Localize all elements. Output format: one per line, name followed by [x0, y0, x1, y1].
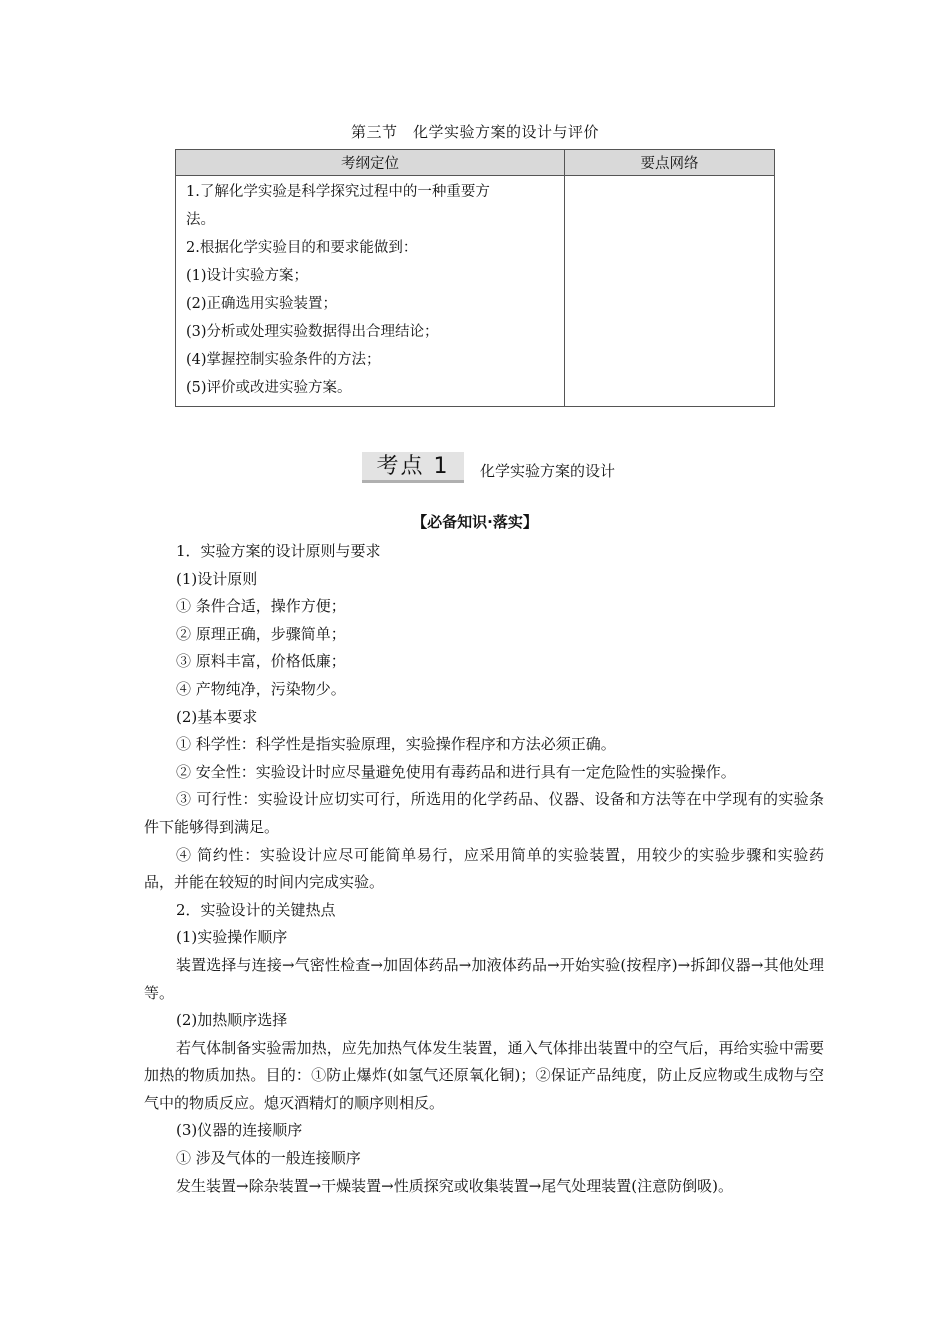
- paragraph: ② 原理正确，步骤简单；: [176, 624, 346, 643]
- paragraph: ④ 简约性：实验设计应尽可能简单易行，应采用简单的实验装置，用较少的实验步骤和实验药品，并能在较短的时间内完成实验。: [144, 845, 824, 892]
- outline-line: (3)分析或处理实验数据得出合理结论；: [186, 324, 439, 340]
- body-text: [144, 538, 824, 1200]
- table-row: [176, 176, 775, 407]
- paragraph: ② 安全性：实验设计时应尽量避免使用有毒药品和进行具有一定危险性的实验操作。: [176, 762, 736, 781]
- paragraph: 发生装置→除杂装置→干燥装置→性质探究或收集装置→尾气处理装置(注意防倒吸)。: [176, 1176, 733, 1195]
- outline-requirements-cell: [176, 176, 565, 407]
- subheading: 【必备知识·落实】: [412, 513, 538, 531]
- outline-table: [175, 149, 775, 407]
- paragraph: 装置选择与连接→气密性检查→加固体药品→加液体药品→开始实验(按程序)→拆卸仪器→其他处理等。: [144, 955, 824, 1002]
- outline-line: (4)掌握控制实验条件的方法；: [186, 352, 381, 368]
- section-title: 化学实验方案的设计: [480, 462, 616, 480]
- outline-line: 1.了解化学实验是科学探究过程中的一种重要方: [186, 184, 490, 200]
- outline-line: (2)正确选用实验装置；: [186, 296, 338, 312]
- paragraph: (1)实验操作顺序: [176, 928, 288, 947]
- outline-line: 2.根据化学实验目的和要求能做到：: [186, 240, 418, 256]
- paragraph: ④ 产物纯净，污染物少。: [176, 679, 346, 698]
- paragraph: ③ 原料丰富，价格低廉；: [176, 652, 346, 671]
- header-key-points: 要点网络: [565, 150, 775, 176]
- outline-line: (1)设计实验方案；: [186, 268, 309, 284]
- page-title: 第三节 化学实验方案的设计与评价: [350, 123, 599, 141]
- paragraph: (3)仪器的连接顺序: [176, 1121, 303, 1140]
- key-points-network-cell: [565, 176, 775, 407]
- outline-line: (5)评价或改进实验方案。: [186, 380, 352, 396]
- paragraph: (2)加热顺序选择: [176, 1011, 288, 1030]
- paragraph: 若气体制备实验需加热，应先加热气体发生装置，通入气体排出装置中的空气后，再给实验中需要加热的物质加热。目的：①防止爆炸(如氢气还原氧化铜)；②保证产品纯度，防止反应物或生成物与空气中的物质反应。熄灭酒精灯的顺序则相反。: [144, 1038, 824, 1112]
- paragraph: 1．实验方案的设计原则与要求: [176, 542, 381, 560]
- outline-line: 法。: [186, 212, 215, 228]
- paragraph: 2．实验设计的关键热点: [176, 900, 336, 919]
- paragraph: ③ 可行性：实验设计应切实可行，所选用的化学药品、仪器、设备和方法等在中学现有的实验条件下能够得到满足。: [144, 790, 824, 836]
- paragraph: (1)设计原则: [176, 569, 258, 588]
- section-label: 考点 1: [362, 452, 464, 483]
- table-header-row: [176, 150, 775, 176]
- paragraph: ① 科学性：科学性是指实验原理，实验操作程序和方法必须正确。: [176, 735, 616, 754]
- header-exam-outline: 考纲定位: [176, 150, 565, 176]
- paragraph: (2)基本要求: [176, 707, 258, 726]
- paragraph: ① 涉及气体的一般连接顺序: [176, 1149, 361, 1168]
- paragraph: ① 条件合适，操作方便；: [176, 597, 346, 616]
